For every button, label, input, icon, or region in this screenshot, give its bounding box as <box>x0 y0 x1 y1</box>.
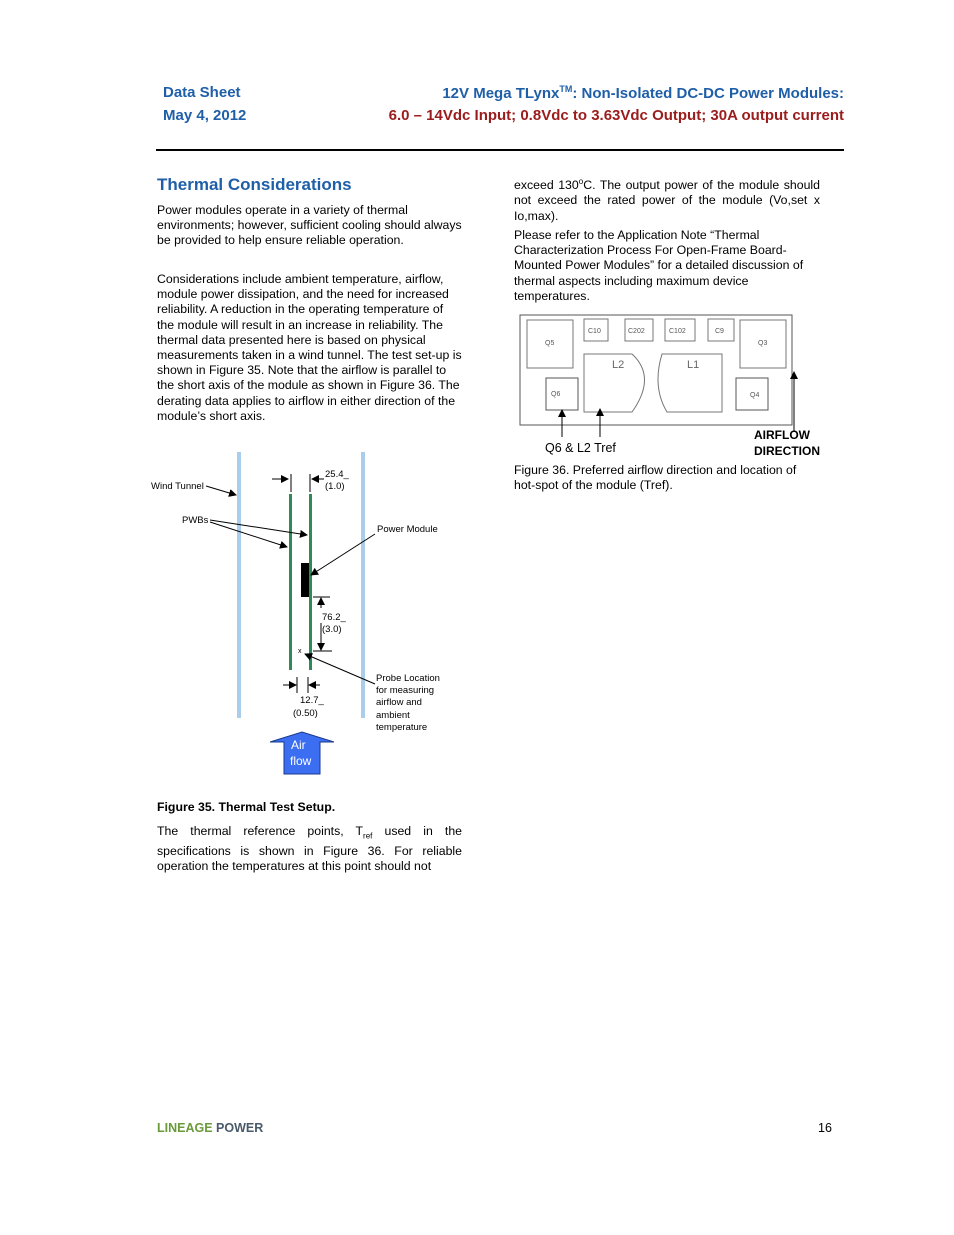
title-tm: TM <box>559 84 573 94</box>
q6-label: Q6 <box>551 391 561 398</box>
probe-label-2: for measuring <box>376 685 435 696</box>
c9-label: C9 <box>715 328 724 335</box>
airflow-direction-label-1: AIRFLOW <box>754 428 810 442</box>
module-outline <box>520 315 792 425</box>
doc-subtitle: 6.0 – 14Vdc Input; 0.8Vdc to 3.63Vdc Output; 30A output current <box>388 107 844 124</box>
c10-label: C10 <box>588 328 601 335</box>
q4-label: Q4 <box>750 392 760 399</box>
figure-35-caption: Figure 35. Thermal Test Setup. <box>157 800 336 814</box>
section-title: Thermal Considerations <box>157 175 352 194</box>
p4-superscript: o <box>578 177 584 186</box>
doc-date: May 4, 2012 <box>163 107 247 124</box>
l1-label: L1 <box>687 359 700 371</box>
paragraph-1: Power modules operate in a variety of thermal environments; however, sufficient cooling should always be provided to help ensure reliable operation. <box>157 203 462 248</box>
airflow-direction-label-2: DIRECTION <box>754 444 820 458</box>
p3-text-a: The thermal reference points, T <box>157 824 364 838</box>
title-rest: : Non-Isolated DC-DC Power Modules: <box>572 85 844 102</box>
doc-type: Data Sheet <box>163 84 241 101</box>
dim-top-value: 25.4_ <box>325 469 349 480</box>
paragraph-5: Please refer to the Application Note “Thermal Characterization Process For Open-Frame Board-Mounted Power Modules” for a detailed discussion of thermal aspects including maximum device temperatures. <box>514 228 804 303</box>
pwbs-label: PWBs <box>182 515 209 526</box>
footer-brand-a: LINEAGE <box>157 1121 213 1135</box>
module-layout-figure <box>512 312 832 462</box>
p3-text-b: used in the specifications is shown in Figure 36. For reliable operation the temperatures at this point should not <box>157 824 462 873</box>
probe-label-4: ambient <box>376 710 410 721</box>
thermal-test-setup-figure <box>150 448 462 783</box>
p4-text-b: C. The output power of the module should not exceed the rated power of the module (Vo,set x Io,max). <box>514 178 820 223</box>
c102-label: C102 <box>669 328 686 335</box>
dim-mid-value: 76.2_ <box>322 612 346 623</box>
p4-text-a: exceed 130 <box>514 178 579 193</box>
probe-marker: x <box>298 648 302 655</box>
doc-title <box>442 84 844 102</box>
pwb-right <box>309 494 312 670</box>
dim-bot-inch: (0.50) <box>293 708 318 719</box>
wind-tunnel-label: Wind Tunnel <box>151 481 204 492</box>
paragraph-2: Considerations include ambient temperature, airflow, module power dissipation, and the need for increased reliability. A reduction in the operating temperature of the module will result in an increase in reliability. The thermal data presented here is based on physical measurements taken in a wind tunnel. The test set-up is shown in Figure 35. Note that the airflow is parallel to the short axis of the module as shown in Figure 36. The derating data applies to airflow in either direction of the module’s short axis. <box>157 272 462 423</box>
p3-subscript: ref <box>363 831 373 841</box>
probe-label-3: airflow and <box>376 697 422 708</box>
title-product: 12V Mega TLynx <box>442 85 560 102</box>
tref-label: Q6 & L2 Tref <box>545 441 616 455</box>
dim-bot-value: 12.7_ <box>300 695 324 706</box>
power-module-label: Power Module <box>377 524 438 535</box>
probe-label-5: temperature <box>376 722 428 733</box>
figure-36-caption: Figure 36. Preferred airflow direction and location of hot-spot of the module (Tref). <box>514 463 797 493</box>
c202-label: C202 <box>628 328 645 335</box>
page-number: 16 <box>818 1121 832 1135</box>
q3-label: Q3 <box>758 340 768 347</box>
dim-top-inch: (1.0) <box>325 481 345 492</box>
paragraph-3 <box>157 824 462 874</box>
probe-label-1: Probe Location <box>376 673 440 684</box>
power-module-block <box>301 563 309 597</box>
dim-mid-inch: (3.0) <box>322 624 342 635</box>
header-rule <box>156 149 844 151</box>
airflow-label-2: flow <box>290 754 312 768</box>
wind-tunnel-wall-left <box>237 452 241 718</box>
paragraph-4 <box>514 174 820 224</box>
q5-label: Q5 <box>545 340 555 347</box>
footer-brand-b: POWER <box>216 1121 264 1135</box>
footer-brand <box>157 1121 263 1135</box>
airflow-label-1: Air <box>291 738 306 752</box>
l2-label: L2 <box>612 359 625 371</box>
pwb-left <box>289 494 292 670</box>
